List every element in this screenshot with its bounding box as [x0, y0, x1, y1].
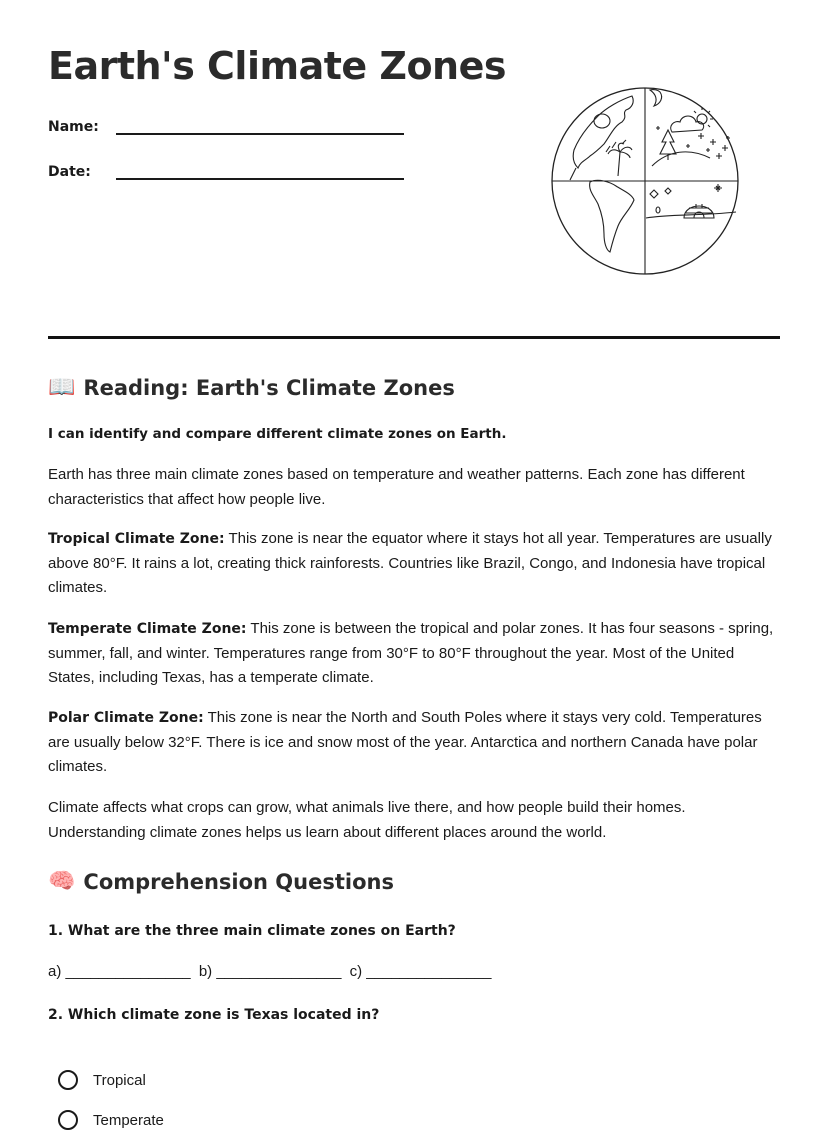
book-icon: 📖	[48, 375, 76, 400]
climate-globe-illustration	[550, 86, 740, 276]
questions-heading-text: Comprehension Questions	[83, 869, 394, 894]
question-1-answers	[48, 963, 495, 980]
page-title: Earth's Climate Zones	[48, 44, 506, 88]
answer-blank-a[interactable]: a) _______________	[48, 963, 191, 980]
learning-objective: I can identify and compare different climate zones on Earth.	[48, 426, 507, 442]
tropical-text: This zone is near the equator where it stays hot all year. Temperatures are usually above 80°F. It rains a lot, creating thick rainforests. Countries like Brazil, Congo, and Indonesia have tropical climates.	[48, 530, 772, 597]
reading-closing: Climate affects what crops can grow, what animals live there, and how people build their homes. Understanding climate zones helps us learn about different places around the world.	[48, 799, 686, 841]
name-line[interactable]	[116, 117, 404, 135]
tropical-paragraph	[48, 527, 780, 601]
date-field	[48, 162, 404, 180]
option-tropical[interactable]	[58, 1070, 146, 1090]
name-label: Name:	[48, 119, 99, 135]
date-label: Date:	[48, 164, 91, 180]
option-label: Temperate	[93, 1111, 164, 1129]
temperate-paragraph	[48, 617, 780, 691]
option-temperate[interactable]	[58, 1110, 164, 1130]
answer-blank-b[interactable]: b) _______________	[198, 963, 342, 980]
radio-button[interactable]	[58, 1070, 78, 1090]
option-label: Tropical	[93, 1071, 146, 1089]
answer-blank-c[interactable]: c) _______________	[349, 963, 492, 980]
radio-button[interactable]	[58, 1110, 78, 1130]
reading-intro: Earth has three main climate zones based on temperature and weather patterns. Each zone has different characteristics that affect how people live.	[48, 466, 745, 508]
question-1: 1. What are the three main climate zones on Earth?	[48, 923, 456, 939]
question-2: 2. Which climate zone is Texas located in?	[48, 1007, 380, 1023]
questions-heading	[48, 869, 394, 894]
name-field	[48, 117, 404, 135]
polar-text: This zone is near the North and South Poles where it stays very cold. Temperatures are usually below 32°F. There is ice and snow most of the year. Antarctica and northern Canada have polar climates.	[48, 709, 762, 776]
temperate-label: Temperate Climate Zone:	[48, 621, 247, 637]
polar-paragraph	[48, 706, 780, 780]
temperate-text: This zone is between the tropical and polar zones. It has four seasons - spring, summer, fall, and winter. Temperatures range from 30°F to 80°F throughout the year. Most of the United States, including Texas, has a temperate climate.	[48, 620, 774, 687]
reading-heading-text: Reading: Earth's Climate Zones	[83, 375, 455, 400]
polar-label: Polar Climate Zone:	[48, 710, 204, 726]
reading-heading	[48, 375, 455, 400]
brain-icon: 🧠	[48, 869, 76, 894]
date-line[interactable]	[116, 162, 404, 180]
tropical-label: Tropical Climate Zone:	[48, 531, 225, 547]
section-divider	[48, 336, 780, 339]
